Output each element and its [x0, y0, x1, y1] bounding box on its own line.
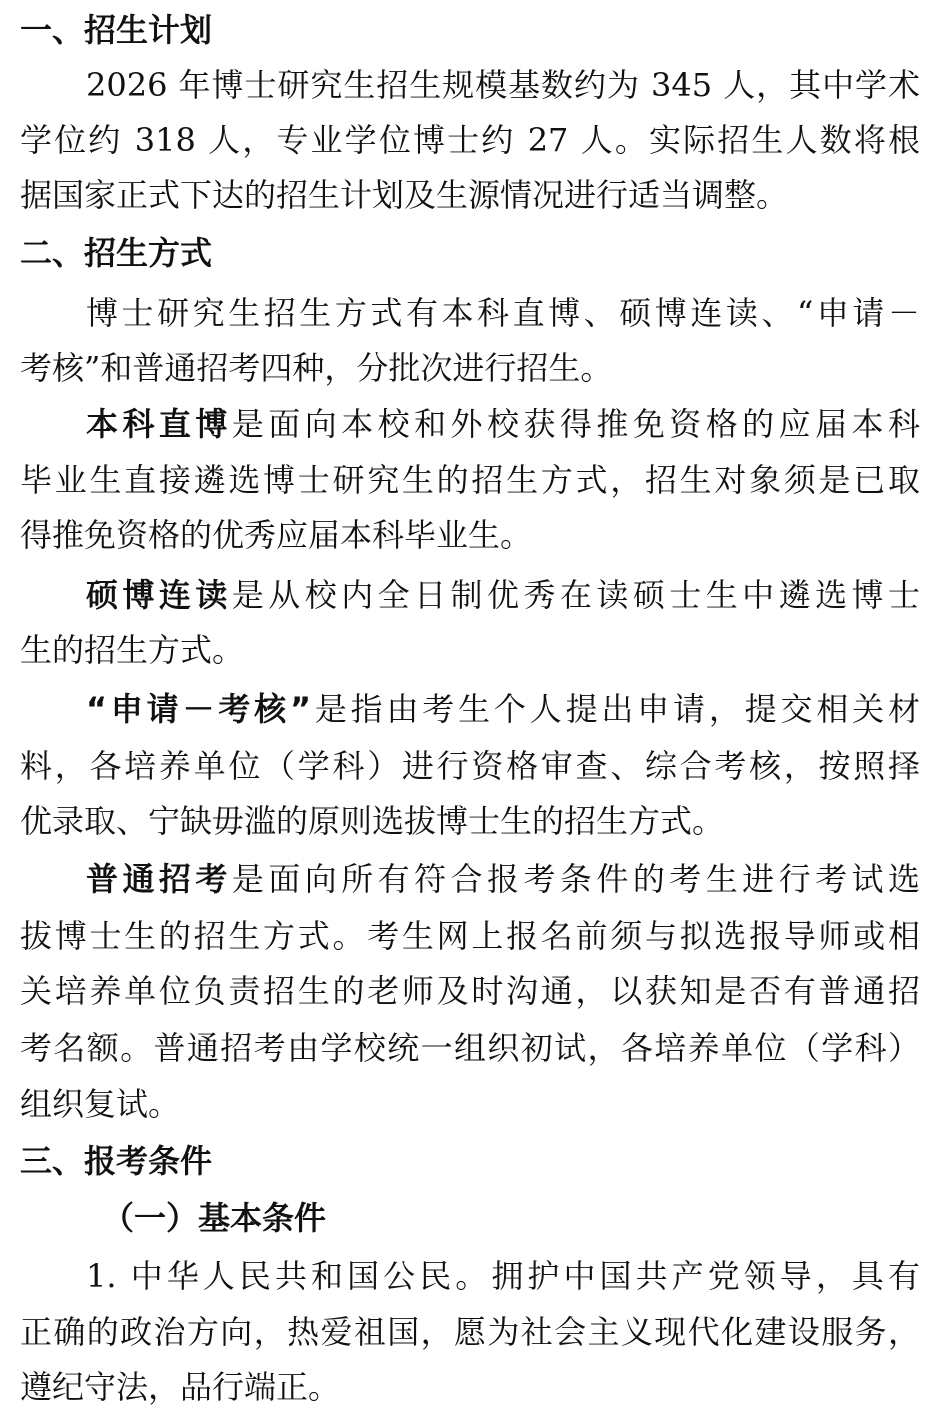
paragraph-line: 正确的政治方向，热爱祖国，愿为社会主义现代化建设服务， [20, 1313, 920, 1351]
paragraph-line: 组织复试。 [20, 1085, 181, 1123]
paragraph-line: 2026 年博士研究生招生规模基数约为 345 人，其中学术 [86, 66, 920, 104]
paragraph-line [20, 567, 920, 623]
term-successive: 硕博连读 [86, 576, 232, 614]
paragraph-line: 拔博士生的招生方式。考生网上报名前须与拟选报导师或相 [20, 917, 920, 955]
paragraph-line: 遵纪守法，品行端正。 [20, 1368, 341, 1406]
paragraph-line: 得推免资格的优秀应届本科毕业生。 [20, 516, 533, 554]
term-text: 是面向所有符合报考条件的考生进行考试选 [231, 860, 920, 898]
paragraph-line [20, 681, 920, 737]
term-application-assessment: “申请－考核” [86, 690, 311, 728]
term-text: 是从校内全日制优秀在读硕士生中遴选博士 [231, 576, 920, 614]
paragraph-line: 考核”和普通招考四种，分批次进行招生。 [20, 349, 613, 387]
section-heading-requirements: 三、报考条件 [20, 1142, 213, 1180]
paragraph-line: 考名额。普通招考由学校统一组织初试，各培养单位（学科） [20, 1029, 920, 1067]
term-text: 是指由考生个人提出申请，提交相关材 [311, 690, 920, 728]
term-direct-phd: 本科直博 [86, 405, 232, 443]
term-text: 是面向本校和外校获得推免资格的应届本科 [231, 405, 920, 443]
paragraph-line: 1. 中华人民共和国公民。拥护中国共产党领导，具有 [86, 1257, 920, 1295]
paragraph-line: 关培养单位负责招生的老师及时沟通，以获知是否有普通招 [20, 972, 920, 1010]
paragraph-line [20, 851, 920, 907]
paragraph-line: 生的招生方式。 [20, 631, 245, 669]
section-heading-methods: 二、招生方式 [20, 234, 213, 272]
subsection-heading-basic: （一）基本条件 [102, 1199, 327, 1237]
term-general-exam: 普通招考 [86, 860, 232, 898]
paragraph-line: 料，各培养单位（学科）进行资格审查、综合考核，按照择 [20, 747, 920, 785]
section-heading-plan: 一、招生计划 [20, 11, 213, 49]
paragraph-line: 毕业生直接遴选博士研究生的招生方式，招生对象须是已取 [20, 461, 920, 499]
paragraph-line: 学位约 318 人，专业学位博士约 27 人。实际招生人数将根 [20, 121, 920, 159]
paragraph-line: 据国家正式下达的招生计划及生源情况进行适当调整。 [20, 176, 789, 214]
paragraph-line: 优录取、宁缺毋滥的原则选拔博士生的招生方式。 [20, 802, 725, 840]
paragraph-line [20, 396, 920, 452]
paragraph-line: 博士研究生招生方式有本科直博、硕博连读、“申请－ [86, 294, 920, 332]
